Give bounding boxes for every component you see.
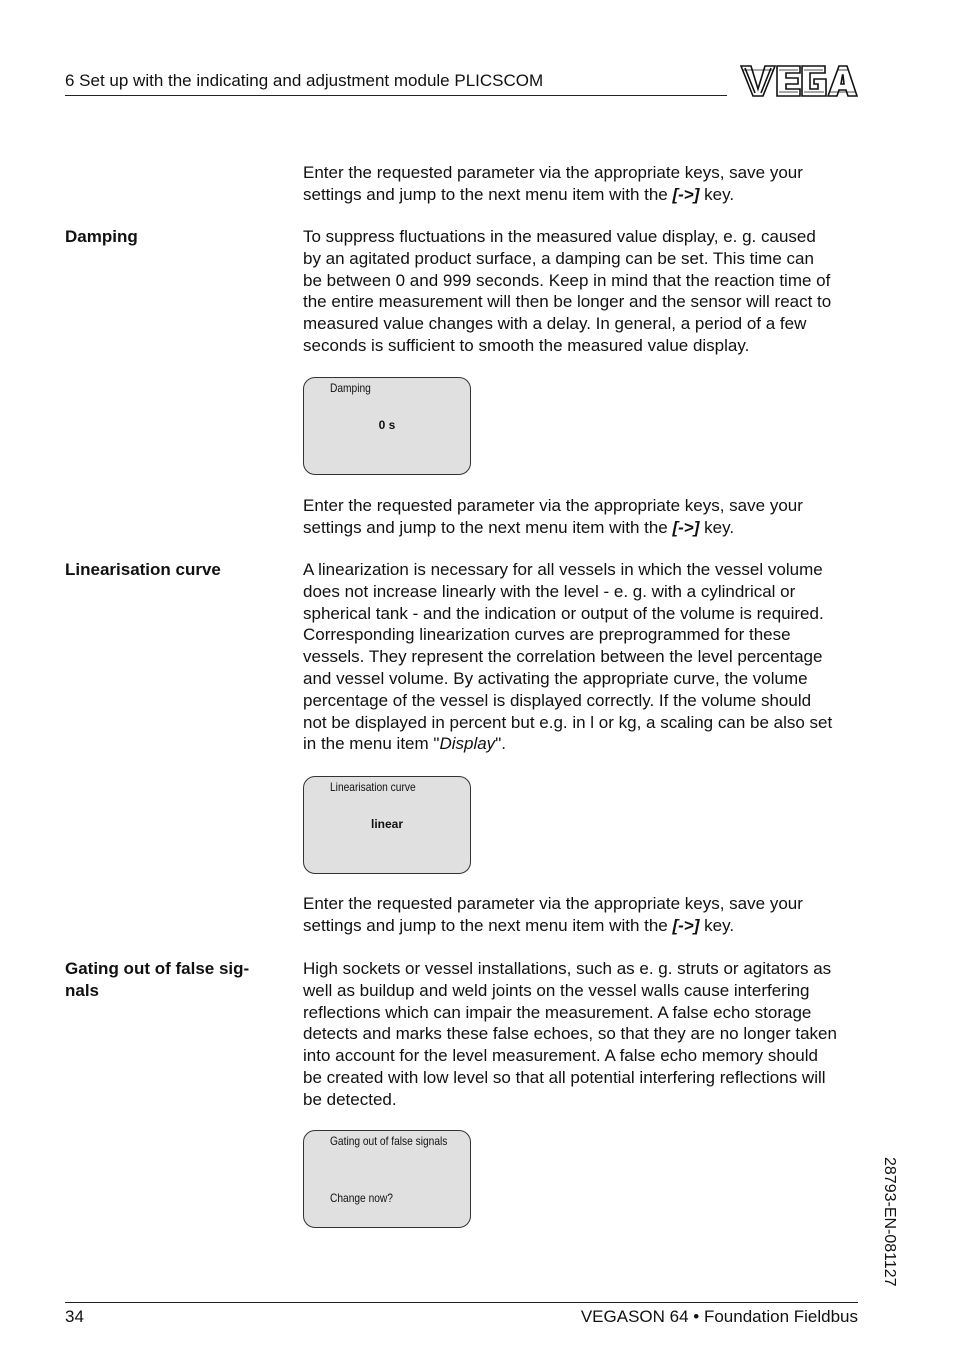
page-number: 34 [65,1307,84,1326]
header-title: 6 Set up with the indicating and adjustment module PLICSCOM [65,71,544,90]
section-heading-damping: Damping [65,227,138,246]
linearisation-paragraph: A linearization is necessary for all vessels in which the vessel volume does not increase linearly with the level - e. g. with a cylindrical or spherical tank - and the indication or output of the volume is required. Corresponding linearization curves are preprogrammed for these vessels. They represent the correlation between the level percentage and vessel volume. By activating the appropriate curve, the volume percentage of the vessel is displayed correctly. If the volume should not be displayed in percent but e.g. in l or kg, a scaling can be also set in the menu item "Display". [303,560,833,754]
display-caption: Damping [330,381,371,395]
instruction-paragraph-1: Enter the requested parameter via the appropriate keys, save your settings and jump to the next menu item with the [->] key. [303,163,803,204]
display-caption: Linearisation curve [330,780,416,794]
display-value: 0 s [378,418,396,432]
section-heading-linearisation: Linearisation curve [65,560,221,579]
menu-item-display-ref: Display [439,734,496,754]
display-gating [303,1130,471,1228]
display-caption: Gating out of false signals [330,1134,448,1148]
display-damping [303,377,471,475]
next-key-label: [->] [672,184,700,204]
footer-rule [65,1302,858,1303]
damping-paragraph: To suppress fluctuations in the measured value display, e. g. caused by an agitated product surface, a damping can be set. This time can be between 0 and 999 seconds. Keep in mind that the reaction time of the entire measurement will then be longer and the sensor will react to measured value changes with a delay. In general, a period of a few seconds is sufficient to smooth the measured value display. [303,227,832,355]
display-linearisation [303,776,471,874]
document-code: 28793-EN-081127 [881,1157,898,1287]
next-key-label: [->] [672,915,700,935]
footer-title: VEGASON 64 • Foundation Fieldbus [580,1307,858,1326]
section-heading-gating: Gating out of false sig- nals [65,959,250,1000]
gating-paragraph: High sockets or vessel installations, such as e. g. struts or agitators as well as buildup and weld joints on the vessel walls cause interfering reflections which can impair the measurement. A false echo storage detects and marks these false echoes, so that they are no longer taken into account for the level measurement. A false echo memory should be created with low level so that all potential interfering reflections will be detected. [303,959,837,1109]
next-key-label: [->] [672,517,700,537]
header-rule [65,95,727,96]
display-value: linear [370,817,403,831]
vega-logo [740,64,858,98]
display-value: Change now? [330,1191,393,1205]
instruction-paragraph-2: Enter the requested parameter via the appropriate keys, save your settings and jump to the next menu item with the [->] key. [303,496,803,537]
instruction-paragraph-3: Enter the requested parameter via the appropriate keys, save your settings and jump to the next menu item with the [->] key. [303,894,803,935]
